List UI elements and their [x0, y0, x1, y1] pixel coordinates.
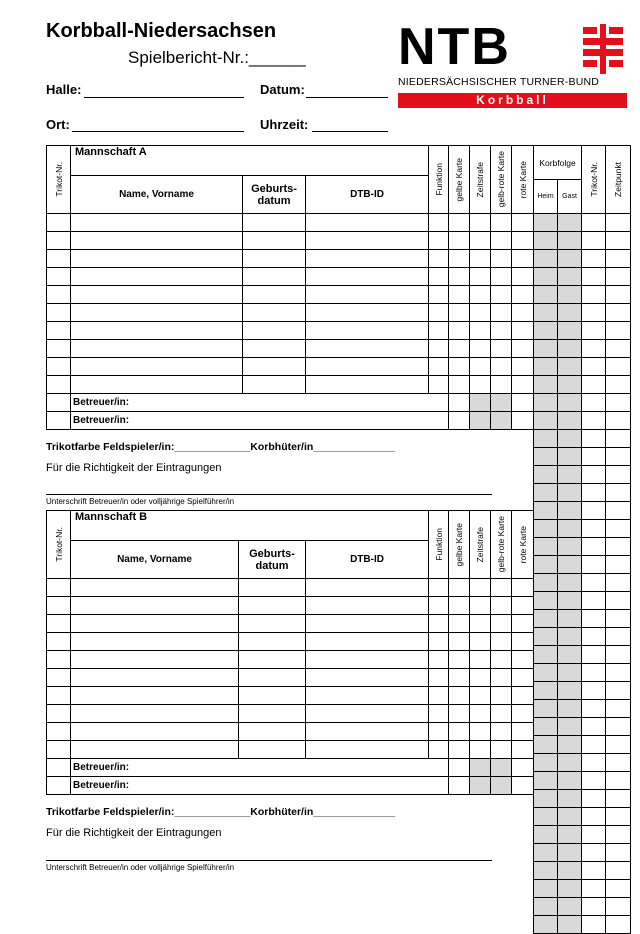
ntb-org-name: NIEDERSÄCHSISCHER TURNER-BUND — [398, 76, 600, 88]
team-b-signature-label: Unterschrift Betreuer/in oder volljährige Spielführer/in — [46, 863, 235, 872]
table-row[interactable] — [47, 687, 534, 705]
table-row[interactable] — [47, 340, 534, 358]
table-row[interactable] — [47, 741, 534, 759]
korbfolge-row[interactable] — [534, 754, 631, 772]
korbfolge-row[interactable] — [534, 394, 631, 412]
korbfolge-row[interactable] — [534, 898, 631, 916]
col-gelbrot: gelb-rote Karte — [496, 151, 507, 208]
col-funktion: Funktion — [433, 163, 444, 196]
korbfolge-row[interactable] — [534, 700, 631, 718]
team-b-betreuer-2[interactable]: Betreuer/in: — [71, 777, 449, 795]
ntb-logo-letters: NTB — [398, 18, 511, 76]
table-row[interactable] — [47, 597, 534, 615]
col-funktion: Funktion — [433, 528, 444, 561]
korbfolge-row[interactable] — [534, 844, 631, 862]
korbfolge-row[interactable] — [534, 556, 631, 574]
table-row[interactable] — [47, 268, 534, 286]
team-b-table — [46, 510, 534, 795]
table-row[interactable] — [47, 651, 534, 669]
team-a-table — [46, 145, 534, 430]
ntb-sport-banner: Korbball — [398, 93, 627, 108]
team-a-betreuer-1[interactable]: Betreuer/in: — [71, 394, 449, 412]
korbfolge-row[interactable] — [534, 340, 631, 358]
korbfolge-row[interactable] — [534, 412, 631, 430]
team-a-signature-label: Unterschrift Betreuer/in oder volljährige Spielführer/in — [46, 497, 235, 506]
korbfolge-row[interactable] — [534, 538, 631, 556]
korbfolge-row[interactable] — [534, 520, 631, 538]
table-row[interactable] — [47, 358, 534, 376]
korbfolge-row[interactable] — [534, 736, 631, 754]
team-b-label: Mannschaft B — [71, 511, 429, 541]
team-b-confirm: Für die Richtigkeit der Eintragungen — [46, 827, 222, 839]
table-row[interactable] — [47, 705, 534, 723]
korbfolge-row[interactable] — [534, 682, 631, 700]
korbfolge-row[interactable] — [534, 466, 631, 484]
col-zeitpunkt: Zeitpunkt — [613, 162, 624, 197]
korbfolge-row[interactable] — [534, 574, 631, 592]
team-a-signature-line[interactable] — [46, 494, 492, 495]
korbfolge-row[interactable] — [534, 610, 631, 628]
korbfolge-row[interactable] — [534, 826, 631, 844]
table-row[interactable] — [47, 322, 534, 340]
col-trikot: Trikot-Nr. — [53, 527, 64, 562]
col-birth: Geburts-datum — [239, 541, 306, 579]
col-gelbrot: gelb-rote Karte — [496, 516, 507, 573]
table-row[interactable] — [47, 615, 534, 633]
korbfolge-row[interactable] — [534, 250, 631, 268]
col-name: Name, Vorname — [71, 541, 239, 579]
korbfolge-table — [533, 145, 631, 934]
korbfolge-row[interactable] — [534, 286, 631, 304]
table-row[interactable] — [47, 250, 534, 268]
table-row[interactable] — [47, 723, 534, 741]
korbfolge-row[interactable] — [534, 304, 631, 322]
page-title: Korbball-Niedersachsen — [46, 20, 277, 42]
korbfolge-body — [534, 214, 631, 934]
col-zeit: Zeitstrafe — [475, 161, 486, 198]
korbfolge-row[interactable] — [534, 880, 631, 898]
col-gelb: gelbe Karte — [454, 522, 465, 567]
hall-label: Halle: — [46, 82, 82, 97]
korbfolge-row[interactable] — [534, 232, 631, 250]
col-birth: Geburts-datum — [243, 176, 306, 214]
col-korbfolge: Korbfolge — [534, 146, 582, 180]
table-row[interactable] — [47, 633, 534, 651]
date-field[interactable] — [306, 97, 388, 98]
korbfolge-row[interactable] — [534, 790, 631, 808]
col-rot: rote Karte — [517, 160, 528, 199]
time-field[interactable] — [312, 131, 388, 132]
korbfolge-row[interactable] — [534, 484, 631, 502]
korbfolge-row[interactable] — [534, 214, 631, 232]
korbfolge-row[interactable] — [534, 664, 631, 682]
korbfolge-row[interactable] — [534, 862, 631, 880]
col-zeit: Zeitstrafe — [475, 526, 486, 563]
col-trikot: Trikot-Nr. — [53, 162, 64, 197]
table-row[interactable] — [47, 376, 534, 394]
col-dtb: DTB-ID — [306, 541, 429, 579]
place-label: Ort: — [46, 117, 70, 132]
time-label: Uhrzeit: — [260, 117, 309, 132]
col-trikot-right: Trikot-Nr. — [588, 162, 599, 197]
table-row[interactable] — [47, 286, 534, 304]
korbfolge-row[interactable] — [534, 502, 631, 520]
korbfolge-row[interactable] — [534, 808, 631, 826]
table-row[interactable] — [47, 232, 534, 250]
col-gelb: gelbe Karte — [454, 157, 465, 202]
report-number-label: Spielbericht-Nr.:______ — [128, 48, 306, 67]
team-b-signature-line[interactable] — [46, 860, 492, 861]
korbfolge-row[interactable] — [534, 448, 631, 466]
place-field[interactable] — [72, 131, 244, 132]
ntb-logo — [398, 20, 630, 110]
table-row[interactable] — [47, 304, 534, 322]
team-a-label: Mannschaft A — [71, 146, 429, 176]
korbfolge-row[interactable] — [534, 592, 631, 610]
korbfolge-row[interactable] — [534, 268, 631, 286]
col-rot: rote Karte — [517, 525, 528, 564]
team-a-betreuer-2[interactable]: Betreuer/in: — [71, 412, 449, 430]
korbfolge-row[interactable] — [534, 430, 631, 448]
date-label: Datum: — [260, 82, 305, 97]
korbfolge-row[interactable] — [534, 772, 631, 790]
table-row[interactable] — [47, 579, 534, 597]
team-a-colors[interactable]: Trikotfarbe Feldspieler/in:_____________Korbhüter/in______________ — [46, 441, 396, 453]
korbfolge-row[interactable] — [534, 322, 631, 340]
col-gast: Gast — [558, 180, 582, 214]
korbfolge-row[interactable] — [534, 358, 631, 376]
team-b-betreuer-1[interactable]: Betreuer/in: — [71, 759, 449, 777]
table-row[interactable] — [47, 669, 534, 687]
col-heim: Heim — [534, 180, 558, 214]
hall-field[interactable] — [84, 97, 244, 98]
col-dtb: DTB-ID — [306, 176, 429, 214]
table-row[interactable] — [47, 214, 534, 232]
col-name: Name, Vorname — [71, 176, 243, 214]
ntb-emblem-icon — [580, 24, 626, 74]
team-a-confirm: Für die Richtigkeit der Eintragungen — [46, 462, 222, 474]
team-b-colors[interactable]: Trikotfarbe Feldspieler/in:_____________Korbhüter/in______________ — [46, 806, 396, 818]
korbfolge-row[interactable] — [534, 646, 631, 664]
korbfolge-row[interactable] — [534, 916, 631, 934]
korbfolge-row[interactable] — [534, 628, 631, 646]
korbfolge-row[interactable] — [534, 718, 631, 736]
korbfolge-row[interactable] — [534, 376, 631, 394]
